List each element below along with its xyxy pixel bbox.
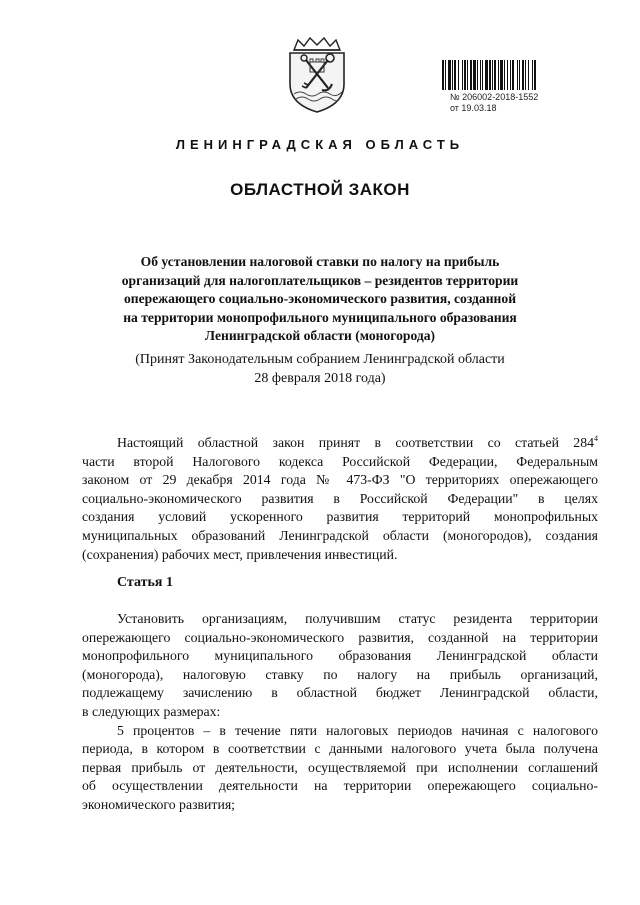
law-title-line: Об установлении налоговой ставки по налогу на прибыль [140, 254, 500, 269]
paragraph-line: в следующих размерах: [82, 703, 221, 719]
paragraph-line: подлежащему зачислению в областной бюджет Ленинградской области, [82, 685, 598, 701]
paragraph-line: законом от 29 декабря 2014 года № 473-ФЗ "О территориях опережающего [82, 472, 598, 488]
paragraph-line: (моногорода), налоговую ставку по налогу на прибыль организаций, [82, 666, 598, 682]
document-type-heading: ОБЛАСТНОЙ ЗАКОН [230, 180, 410, 199]
preamble-paragraph [82, 434, 598, 564]
adoption-note [60, 350, 580, 388]
paragraph-line: части второй Налогового кодекса Российской Федерации, Федеральным [82, 453, 598, 469]
paragraph-line: периода, в котором в соответствии с данными налогового учета была получена [82, 741, 598, 757]
registration-date: от 19.03.18 [450, 103, 497, 113]
paragraph-line: социально-экономического развития в Российской Федерации" в целях [82, 490, 598, 506]
paragraph-line: монопрофильного муниципального образования Ленинградской области [82, 648, 598, 664]
registration-number: № 206002-2018-1552 [450, 92, 539, 102]
barcode [442, 60, 580, 90]
adoption-note-line: 28 февраля 2018 года) [254, 371, 386, 386]
paragraph-line: 5 процентов – в течение пяти налоговых периодов начиная с налогового [117, 722, 598, 738]
adoption-note-line: (Принят Законодательным собранием Ленинградской области [135, 352, 505, 367]
law-title-line: опережающего социально-экономического развития, созданной [123, 291, 517, 306]
paragraph-line: опережающего социально-экономического развития, созданной на территории [82, 629, 598, 645]
paragraph-line: Установить организациям, получившим статус резидента территории [117, 611, 598, 626]
law-title [60, 253, 580, 346]
article-1-body [82, 610, 598, 815]
article-heading: Статья 1 [117, 575, 173, 590]
paragraph-line: (сохранения) рабочих мест, привлечения инвестиций. [82, 546, 398, 562]
region-heading: ЛЕНИНГРАДСКАЯ ОБЛАСТЬ [175, 137, 465, 152]
paragraph-line: первая прибыль от деятельности, осуществляемой при исполнении соглашений [82, 759, 598, 775]
paragraph-line: муниципальных образований Ленинградской области (моногородов), создания [82, 527, 598, 543]
paragraph-line: создания условий ускоренного развития территорий монопрофильных [82, 509, 598, 525]
article-superscript: 4 [594, 434, 598, 443]
law-title-line: организаций для налогоплательщиков – резидентов территории [121, 272, 519, 288]
paragraph-line: экономического развития; [82, 796, 236, 812]
law-title-line: Ленинградской области (моногорода) [204, 328, 436, 343]
paragraph-line: об осуществлении деятельности на территории опережающего социально- [82, 778, 598, 794]
law-title-line: на территории монопрофильного муниципального образования [123, 309, 517, 325]
preamble-text: Настоящий областной закон принят в соответствии со статьей 284 [117, 435, 594, 450]
coat-of-arms-icon [282, 36, 352, 114]
barcode-stripe [536, 60, 537, 90]
paragraph-line [82, 434, 598, 453]
